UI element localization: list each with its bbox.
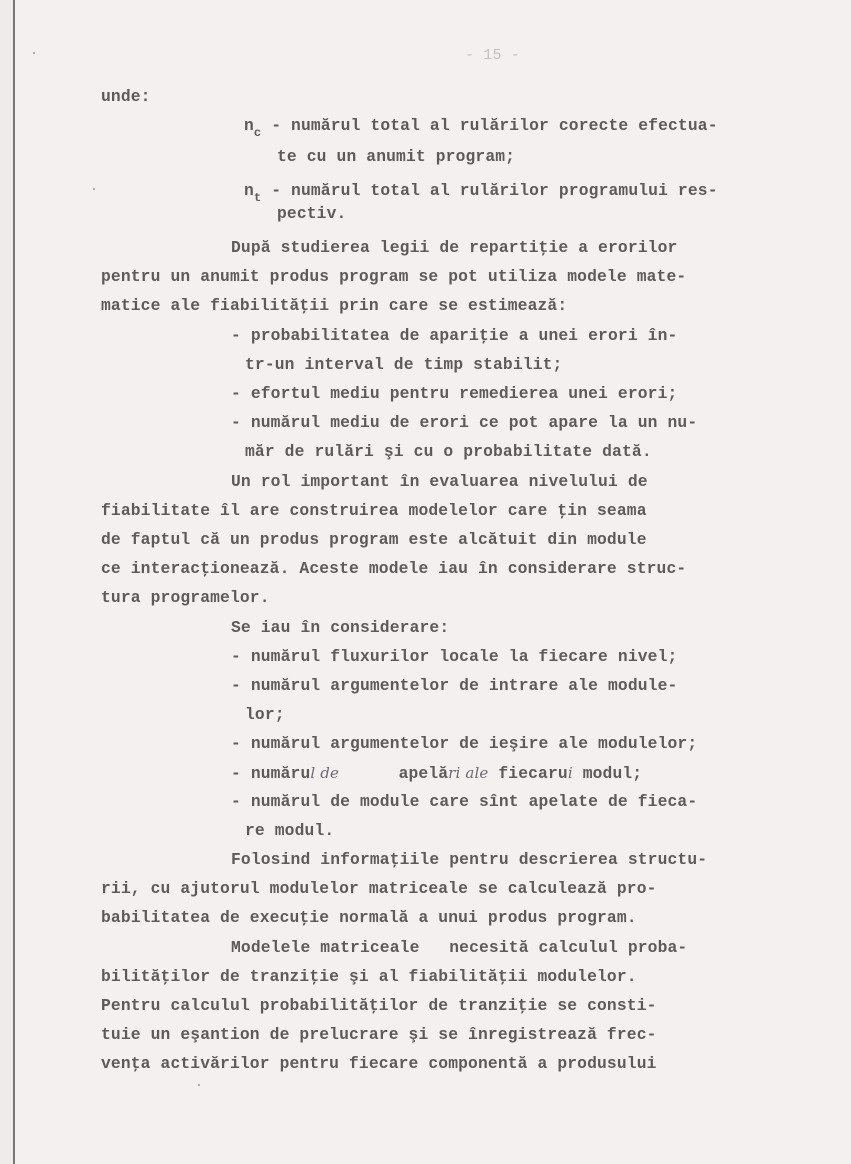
list-item-annotated [231,763,642,784]
paragraph-line: bilităţilor de tranziţie şi al fiabilităţii modulelor. [101,967,637,986]
list-item: - numărul argumentelor de ieşire ale modulelor; [231,734,698,753]
definition-text: - numărul total al rulărilor programului res- [261,181,718,200]
list-item: - numărul de module care sînt apelate de fieca- [231,792,698,811]
list-item: - efortul mediu pentru remedierea unei erori; [231,384,678,403]
definition-nc [244,116,718,140]
definition-text: - numărul total al rulărilor corecte efectua- [261,116,718,135]
label-unde: unde: [101,87,151,106]
paper-speck [198,1084,200,1086]
handwritten-correction: i [567,764,573,782]
paragraph-line: Pentru calculul probabilităţilor de tranziţie se consti- [101,996,657,1015]
list-item-continuation: re modul. [245,821,335,840]
handwritten-correction: l de [310,764,340,782]
typed-text: fiecaru [498,764,568,783]
paragraph-line: matice ale fiabilităţii prin care se estimează: [101,296,568,315]
symbol-n: n [244,181,254,200]
typed-text: modul; [582,764,643,783]
paragraph-line: rii, cu ajutorul modulelor matriceale se calculează pro- [101,879,657,898]
paragraph-line: tura programelor. [101,588,270,607]
paragraph-line: ce interacţionează. Aceste modele iau în considerare struc- [101,559,687,578]
definition-nt-continuation: pectiv. [277,204,347,223]
symbol-n: n [244,116,254,135]
paragraph-line: Folosind informaţiile pentru descrierea structu- [231,850,708,869]
list-item: - probabilitatea de apariţie a unei erori în- [231,326,678,345]
definition-nt [244,181,718,205]
typed-text: - număru [231,764,311,783]
paper-speck [33,52,35,54]
list-item: - numărul fluxurilor locale la fiecare nivel; [231,647,678,666]
paragraph-line: pentru un anumit produs program se pot utiliza modele mate- [101,267,687,286]
paragraph-line: Un rol important în evaluarea nivelului de [231,472,648,491]
paragraph-line: Se iau în considerare: [231,618,450,637]
page-number: - 15 - [465,47,520,64]
paragraph-line: După studierea legii de repartiţie a erorilor [231,238,678,257]
paragraph-line: de faptul că un produs program este alcătuit din module [101,530,647,549]
paragraph-line: babilitatea de execuţie normală a unui produs program. [101,908,637,927]
list-item-continuation: tr-un interval de timp stabilit; [245,355,563,374]
handwritten-correction: ri ale [448,764,489,782]
list-item: - numărul mediu de erori ce pot apare la un nu- [231,413,698,432]
paragraph-line: tuie un eşantion de prelucrare şi se înregistrează frec- [101,1025,657,1044]
paper-speck [93,188,95,190]
definition-nc-continuation: te cu un anumit program; [277,147,516,166]
paragraph-line: Modelele matriceale necesită calculul proba- [231,938,688,957]
paragraph-line: venţa activărilor pentru fiecare componentă a produsului [101,1054,657,1073]
typewritten-page [13,0,851,1164]
subscript-t: t [253,191,262,205]
subscript-c: c [253,126,262,140]
typed-text: apelă [398,764,449,783]
list-item-continuation: lor; [245,705,285,724]
list-item-continuation: măr de rulări şi cu o probabilitate dată. [245,442,652,461]
paragraph-line: fiabilitate îl are construirea modelelor care ţin seama [101,501,647,520]
list-item: - numărul argumentelor de intrare ale module- [231,676,678,695]
